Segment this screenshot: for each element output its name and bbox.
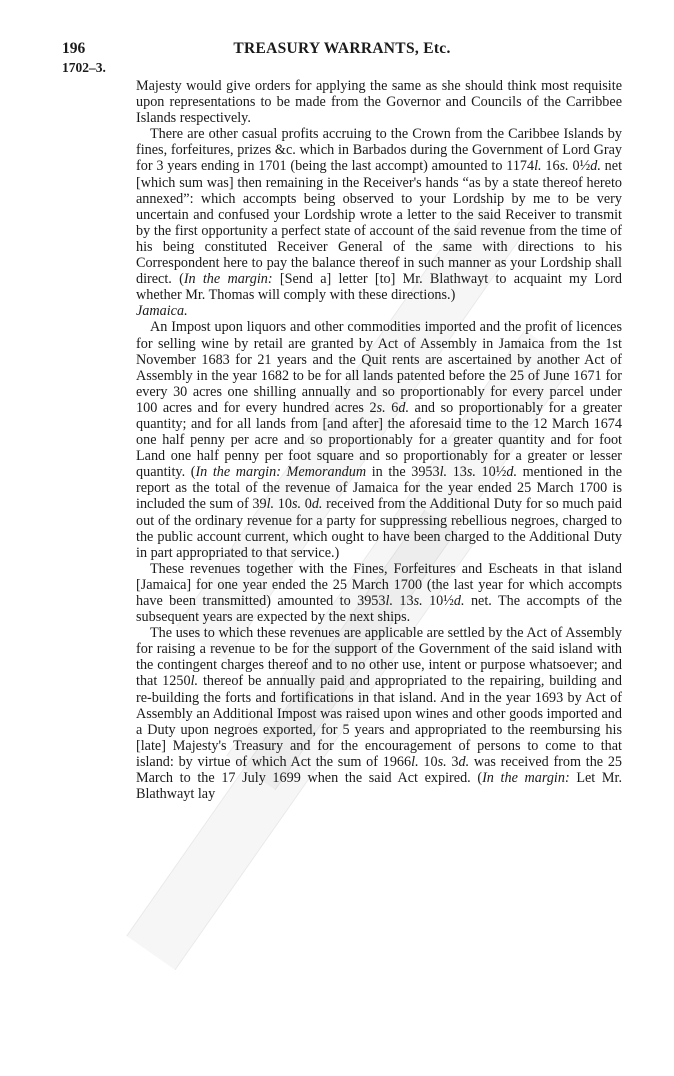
- text-segment: 6: [385, 399, 399, 416]
- italic-segment: In the margin:: [183, 271, 273, 288]
- text-segment: 16: [541, 158, 560, 175]
- italic-segment: l.: [190, 673, 199, 690]
- text-segment: received from the Additional Duty for so much paid out of the ordinary revenue for a party for suppressing rebellious negroes, charged to the public account current, which ought to have been charged to the Additional Duty in part appropriated to that service.): [136, 496, 622, 561]
- italic-segment: s.: [413, 593, 423, 609]
- italic-segment: s.: [559, 158, 569, 175]
- italic-segment: l.: [411, 753, 419, 770]
- italic-segment: l.: [439, 464, 448, 481]
- paragraph: [136, 126, 622, 303]
- page-header: [62, 40, 622, 60]
- text-segment: Let Mr. Blathwayt lay: [136, 770, 622, 803]
- text-segment: Majesty would give orders for applying the same as she should think most requisite upon representations to be made from the Governor and Councils of the Carribbee Islands respectively.: [136, 78, 622, 127]
- text-segment: 0: [301, 496, 312, 513]
- italic-segment: l.: [385, 593, 393, 609]
- year-marker: 1702–3.: [62, 60, 106, 75]
- text-segment: These revenues together with the Fines, Forfeitures and Escheats in that island [Jamaica] for one year ended the 25 March 1700 (the last year for which accompts have been transmitted) amounted to 3953: [136, 560, 622, 609]
- text-segment: thereof be annually paid and appropriated to the repairing, building and re-building the forts and fortifications in that island. And in the year 1693 by Act of Assembly an Additional Impost was raised upon wines and other goods imported and a Duty upon negroes exported, for 5 years and appropriated to the reembursing his [late] Majesty's Treasury and for the encouragement of persons to come to that island: by virtue of which Act the sum of 1966: [136, 673, 622, 770]
- italic-segment: s.: [466, 464, 476, 481]
- italic-segment: s.: [437, 753, 447, 770]
- body-text: [136, 78, 622, 802]
- text-segment: 10½: [422, 593, 454, 609]
- italic-segment: d.: [453, 593, 465, 609]
- text-segment: net. The accompts of the subsequent years are expected by the next ships.: [136, 593, 622, 626]
- text-segment: 3: [446, 753, 459, 770]
- italic-segment: s.: [291, 496, 302, 513]
- italic-segment: d.: [458, 753, 470, 770]
- text-segment: 13: [447, 464, 467, 481]
- paragraph: [136, 319, 622, 560]
- text-segment: mentioned in the report as the total of the revenue of Jamaica for the year ended 25 March 1700 is included the sum of 39: [136, 464, 623, 513]
- text-segment: There are other casual profits accruing to the Crown from the Caribbee Islands by fines, forfeitures, prizes &c. which in Barbados during the Government of Lord Gray for 3 years ending in 1701 (being the last accompt) amounted to 1174: [136, 126, 622, 175]
- text-segment: Jamaica.: [136, 303, 188, 320]
- text-segment: The uses to which these revenues are applicable are settled by the Act of Assembly for raising a revenue to be for the support of the Government of the said island with the contingent charges thereof and to no other use, intent or purpose whatsoever; and that 1250: [136, 625, 622, 690]
- italic-segment: In the margin:: [482, 770, 570, 787]
- italic-segment: d.: [506, 464, 518, 481]
- page-number: 196: [62, 40, 86, 57]
- paragraph: [136, 78, 622, 126]
- text-segment: 10: [418, 753, 438, 770]
- text-segment: net [which sum was] then remaining in the Receiver's hands “as by a state thereof hereto annexed”: which accompts being observed to your Lordship by me to be very uncertain and confused your Lordship wrote a letter to the said Receiver to transmit by the first opportunity a perfect state of account of the said revenue from the time of his being constituted Receiver General of the same with directions to his Correspondent here to pay the balance thereof in such manner as your Lordship shall direct. (: [136, 158, 623, 288]
- text-segment: and so proportionably for a greater quantity; and for all lands from [and after] the aforesaid time to the 12 March 1674 one half penny per acre and so proportionably for a greater quantity and for foot Land one half penny per foot square and so proportionably for a greater or lesser quantity. (: [136, 399, 622, 481]
- italic-segment: d.: [590, 158, 601, 175]
- text-segment: in the 3953: [366, 464, 440, 481]
- text-segment: 0½: [568, 158, 591, 175]
- section-heading: [136, 303, 622, 319]
- italic-segment: s.: [376, 399, 386, 416]
- italic-segment: l.: [534, 158, 542, 175]
- text-segment: An Impost upon liquors and other commodities imported and the profit of licences for selling wine by retail are granted by Act of Assembly in Jamaica from the 1st November 1683 for 21 years and the Quit rents are ascertained by another Act of Assembly in the year 1682 to be for all lands patented before the 25 of June 1671 for every 30 acres one shilling annually and so proportionably for every parcel under 100 acres and for every hundred acres 2: [136, 319, 622, 416]
- text-segment: [Send a] letter [to] Mr. Blathwayt to acquaint my Lord whether Mr. Thomas will comply with these directions.): [136, 271, 622, 304]
- italic-segment: d.: [398, 399, 409, 416]
- italic-segment: l.: [266, 496, 275, 513]
- running-title: TREASURY WARRANTS, Etc.: [233, 40, 451, 57]
- text-segment: 10: [274, 496, 292, 513]
- text-segment: 10½: [475, 464, 507, 481]
- paragraph: [136, 625, 622, 802]
- italic-segment: In the margin: Memorandum: [195, 464, 367, 481]
- text-segment: was received from the 25 March to the 17 July 1699 when the said Act expired. (: [136, 753, 623, 787]
- text-segment: 13: [393, 593, 414, 609]
- italic-segment: d.: [311, 496, 323, 513]
- paragraph: [136, 561, 622, 625]
